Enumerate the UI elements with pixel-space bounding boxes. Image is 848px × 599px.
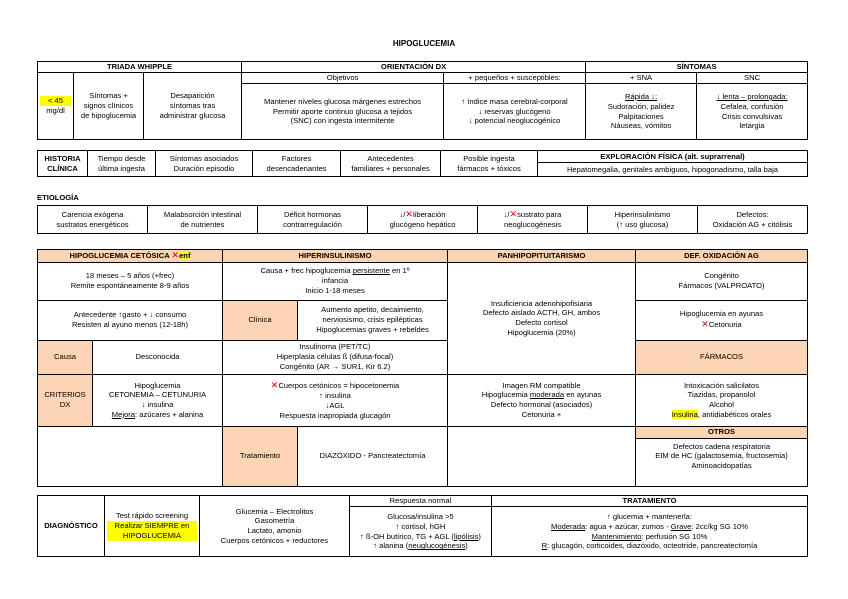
sna-text: Rápida ↓: Sudoración, palidez Palpitaciones Náuseas, vómitos (586, 84, 697, 140)
sna-label: + SNA (586, 73, 697, 84)
cross-icon: ✕ (270, 379, 279, 390)
etio-malabsorcion: Malabsorción intestinal de nutrientes (148, 206, 258, 234)
respuesta-label: Respuesta normal (350, 496, 492, 507)
etio-deficit: Déficit hormonas contrarregulación (258, 206, 368, 234)
top-table (37, 61, 808, 140)
otros-cell (636, 426, 808, 486)
diagnostico-table (37, 495, 808, 557)
def-ayunas: Hipoglucemia en ayunas ✕Cetonuria (636, 300, 808, 340)
otros-text: Defectos cadena respiratoria EIM de HC (galactosemia, fructosemia) Aminoacidopatías (655, 441, 788, 470)
causa-label: Causa (38, 340, 93, 374)
objetivos-text: Mantener niveles glucosa márgenes estrechos Permitir aporte continuo glucosa a tejidos (SNC) con ingesta intermitente (242, 84, 444, 140)
triada-sintomas: Síntomas + signos clínicos de hipoglucemia (74, 73, 144, 140)
tratamiento-text: DIAZÓXIDO - Pancreatectomía (298, 426, 448, 486)
cross-icon: ✕ (509, 208, 518, 219)
triada-threshold: < 45 mg/dl (38, 73, 74, 140)
respuesta-text: Glucosa/insulina >5 ↑ cortisol, hGH ↑ ß-OH butírico, TG + AGL (lipólisis) ↑ alanina (neuglucogénesis) (350, 507, 492, 557)
triada-desaparicion: Desaparición síntomas tras administrar glucosa (144, 73, 242, 140)
def-congenito: Congénito Fármacos (VALPROATO) (636, 262, 808, 300)
etio-hiperinsulinismo: Hiperinsulinismo (↑ uso glucosa) (588, 206, 698, 234)
hiper-causas: Insulinoma (PET/TC) Hiperplasia células ß (difusa-focal) Congénito (AR → SUR1, Kir 6.2) (223, 340, 448, 374)
main-table (37, 249, 808, 487)
historia-table (37, 150, 808, 177)
triada-header: TRIADA WHIPPLE (38, 62, 242, 73)
page-title: HIPOGLUCEMIA (392, 39, 456, 48)
etiologia-table (37, 205, 808, 234)
hiperinsulinismo-header: HIPERINSULINISMO (223, 250, 448, 263)
diagnostico-label: DIAGNÓSTICO (38, 496, 105, 557)
tratamiento-label: Tratamiento (223, 426, 298, 486)
panhipo-criterios: Imagen RM compatible Hipoglucemia moderada en ayunas Defecto hormonal (asociados) Cetonuria + (448, 374, 636, 426)
hiper-criterios: ✕Cuerpos cetónicos = hipocetonemia ↑ insulina ↓AGL Respuesta inapropiada glucagón (223, 374, 448, 426)
historia-label: HISTORIA CLÍNICA (38, 151, 88, 177)
panhipo-empty (448, 426, 636, 486)
historia-factores: Factores desencadenantes (253, 151, 341, 177)
cross-icon: ✕ (171, 250, 180, 260)
historia-antecedentes: Antecedentes familiares + personales (341, 151, 441, 177)
cetosica-antecedente: Antecedente ↑gasto + ↓ consumo Resisten al ayuno menos (12-18h) (38, 300, 223, 340)
snc-label: SNC (697, 73, 808, 84)
farmacos-label: FÁRMACOS (636, 340, 808, 374)
farmacos-text: Intoxicación salicilatos Tiazidas, propanolol Alcohol Insulina, antidiabéticos orales (636, 374, 808, 426)
causa-text: Desconocida (93, 340, 223, 374)
historia-sintomas: Síntomas asociados Duración episodio (156, 151, 253, 177)
sintomas-header: SÍNTOMAS (586, 62, 808, 73)
objetivos-label: Objetivos (242, 73, 444, 84)
panhipo-header: PANHIPOPITUITARISMO (448, 250, 636, 263)
susceptibles-text: ↑ índice masa cerebral-corporal ↓ reservas glucógeno ↓ potencial neoglucogénico (444, 84, 586, 140)
hiper-causa-frec: Causa + frec hipoglucemia persistente en 1º infancia Inicio 1-18 meses (223, 262, 448, 300)
etio-defectos: Defectos: Oxidación AG + citólisis (698, 206, 808, 234)
tratamiento-header: TRATAMIENTO (492, 496, 808, 507)
cetosica-header: HIPOGLUCEMIA CETÓSICA ✕enf (38, 250, 223, 263)
etio-sustrato: ↓/✕sustrato para neoglucogénesis (478, 206, 588, 234)
clinica-text: Aumento apetito, decaimiento, nerviosismo, crisis epilépticas Hipoglucemias graves + rebeldes (298, 300, 448, 340)
otros-label: OTROS (636, 427, 807, 439)
exploracion-label: EXPLORACIÓN FÍSICA (alt. suprarrenal) (538, 151, 808, 163)
exploracion-text: Hepatomegalia, genitales ambiguos, hipogonadismo, talla baja (538, 163, 808, 177)
orientacion-header: ORIENTACIÓN DX (242, 62, 586, 73)
criterios-label: CRITERIOS DX (38, 374, 93, 426)
snc-text: ↓ lenta – prolongada: Cefalea, confusión Crisis convulsivas letargia (697, 84, 808, 140)
historia-farmacos: Posible ingesta fármacos + tóxicos (441, 151, 538, 177)
cetosica-edad: 18 meses – 5 años (+frec) Remite espontáneamente 8-9 años (38, 262, 223, 300)
clinica-label: Clínica (223, 300, 298, 340)
def-oxidacion-header: DEF. OXIDACIÓN AG (636, 250, 808, 263)
cross-icon: ✕ (405, 208, 413, 219)
criterios-text: Hipoglucemia CETONEMIA – CETUNURIA ↓ insulina Mejora: azúcares + alanina (93, 374, 223, 426)
panhipo-causas: Insuficiencia adenohipofisiaria Defecto aislado ACTH, GH, ambos Defecto cortisol Hipoglucemia (20%) (448, 262, 636, 374)
historia-tiempo: Tiempo desde última ingesta (88, 151, 156, 177)
tratamiento-text-diag: ↑ glucemia + mantenerla: Moderada: agua + azúcar, zumos - Grave: 2cc/kg SG 10% Mantenimiento: perfusión SG 10% R: glucagón, corticoides, diazóxido, octeotride, pancreatectomía (492, 507, 808, 557)
cetosica-empty (38, 426, 223, 486)
etio-carencia: Carencia exógena sustratos energéticos (38, 206, 148, 234)
labs: Glucemia – Electrolitos Gasometría Lactato, amonio Cuerpos cetónicos + reductores (200, 496, 350, 557)
cross-icon: ✕ (701, 319, 709, 330)
etio-glucogeno: ↓/✕liberación glucógeno hepático (368, 206, 478, 234)
susceptibles-label: + pequeños + susceptibles: (444, 73, 586, 84)
test-rapido: Test rápido screening Realizar SIEMPRE en HIPOGLUCEMIA (105, 496, 200, 557)
etiologia-label: ETIOLOGÍA (37, 193, 79, 202)
